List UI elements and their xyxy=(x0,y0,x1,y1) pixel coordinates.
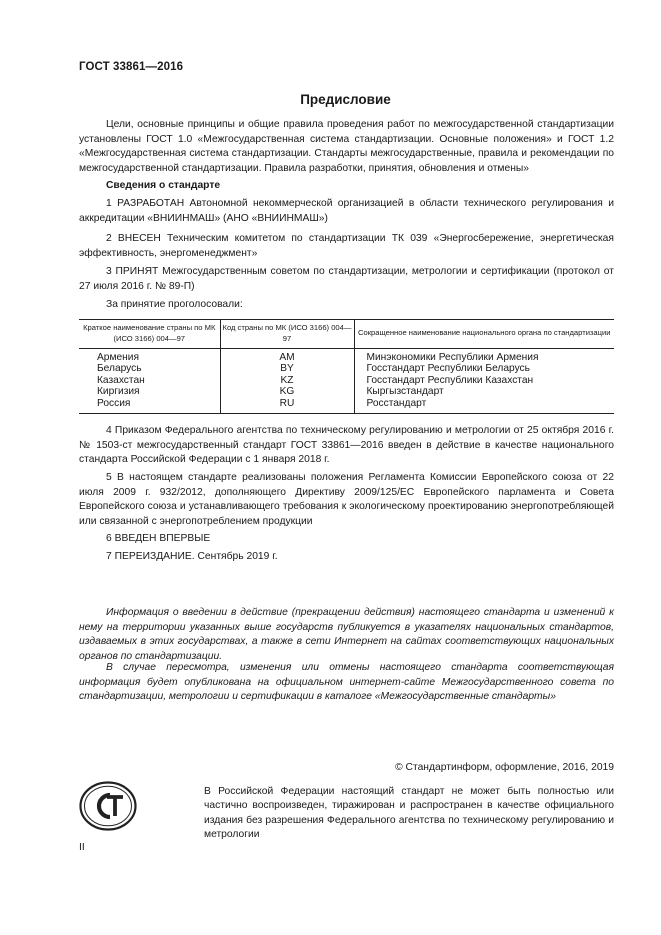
table-row xyxy=(79,349,614,364)
italic-note-revision: В случае пересмотра, изменения или отмены настоящего стандарта соответствующая информация будет опубликована на официальном интернет-сайте Межгосударственного совета по стандартизации, метрологии и сертификации в каталоге «Межгосударственные стандарты» xyxy=(79,662,614,703)
table-row xyxy=(79,398,614,414)
item-7: 7 ПЕРЕИЗДАНИЕ. Сентябрь 2019 г. xyxy=(106,551,278,562)
table-header-country: Краткое наименование страны по МК (ИСО 3166) 004—97 xyxy=(79,320,220,349)
table-header-body: Сокращенное наименование национального органа по стандартизации xyxy=(354,320,614,349)
italic-note-introduction: Информация о введении в действие (прекращении действия) настоящего стандарта и изменений к нему на территории указанных выше государств публикуется в указателях национальных стандартов, издаваемых в этих государствах, а также в сети Интернет на сайтах соответствующих национальных органов по стандартизации. xyxy=(79,607,614,662)
country-cell: Казахстан xyxy=(97,374,145,386)
country-cell: Киргизия xyxy=(97,386,140,398)
code-cell: BY xyxy=(220,363,354,374)
voting-table xyxy=(79,319,614,414)
item-3: 3 ПРИНЯТ Межгосударственным советом по стандартизации, метрологии и сертификации (протокол от 27 июля 2016 г. № 89-П) xyxy=(79,266,614,292)
item-6: 6 ВВЕДЕН ВПЕРВЫЕ xyxy=(106,533,211,544)
item-5: 5 В настоящем стандарте реализованы положения Регламента Комиссии Европейского союза от 22 июля 2009 г. 932/2012, дополняющего Директиву 2009/125/ЕС Европейского парламента и Совета Европейского союза и устанавливающего требования к экологическому проектированию энергопотребляющей или связанной с энергопотреблением продукции xyxy=(79,472,614,527)
table-header-code: Код страны по МК (ИСО 3166) 004—97 xyxy=(220,320,354,349)
item-4: 4 Приказом Федерального агентства по техническому регулированию и метрологии от 25 октября 2016 г. № 1503-ст межгосударственный стандарт ГОСТ 33861—2016 введен в действие в качестве национального стандарта Российской Федерации с 1 января 2018 г. xyxy=(79,425,614,466)
country-cell: Армения xyxy=(97,352,139,363)
item-2: 2 ВНЕСЕН Техническим комитетом по стандартизации ТК 039 «Энергосбережение, энергетическая эффективность, энергоменеджмент» xyxy=(79,233,614,259)
body-cell: Минэкономики Республики Армения xyxy=(354,349,614,364)
table-row xyxy=(79,386,614,397)
copyright-line: © Стандартинформ, оформление, 2016, 2019 xyxy=(395,762,614,773)
reproduction-notice: В Российской Федерации настоящий стандарт не может быть полностью или частично воспроизведен, тиражирован и распространен в качестве официального издания без разрешения Федерального агентства по техническому регулированию и метрологии xyxy=(204,786,614,841)
code-cell: RU xyxy=(220,398,354,414)
intro-paragraph: Цели, основные принципы и общие правила проведения работ по межгосударственной стандартизации установлены ГОСТ 1.0 «Межгосударственная система стандартизации. Основные положения» и ГОСТ 1.2 «Межгосударственная система стандартизации. Стандарты межгосударственные, правила и рекомендации по межгосударственной стандартизации. Правила разработки, принятия, обновления и отмены» xyxy=(79,119,614,174)
item-1: 1 РАЗРАБОТАН Автономной некоммерческой организацией в области технического регулирования и аккредитации «ВНИИНМАШ» (АНО «ВНИИНМАШ») xyxy=(79,198,614,224)
gost-r-logo-icon xyxy=(79,781,137,831)
code-cell: AM xyxy=(220,349,354,364)
page-number: II xyxy=(79,842,85,853)
table-row xyxy=(79,375,614,386)
code-cell: KZ xyxy=(220,375,354,386)
info-heading: Сведения о стандарте xyxy=(106,180,221,191)
country-cell: Россия xyxy=(79,398,220,414)
body-cell: Госстандарт Республики Казахстан xyxy=(354,375,614,386)
doc-header-id: ГОСТ 33861—2016 xyxy=(79,61,184,73)
body-cell: Росстандарт xyxy=(354,398,614,414)
page-title: Предисловие xyxy=(300,92,391,107)
body-cell: Госстандарт Республики Беларусь xyxy=(354,363,614,374)
body-cell: Кыргызстандарт xyxy=(354,386,614,397)
country-cell: Беларусь xyxy=(97,363,142,375)
table-row xyxy=(79,363,614,374)
voted-label: За принятие проголосовали: xyxy=(106,299,243,310)
code-cell: KG xyxy=(220,386,354,397)
